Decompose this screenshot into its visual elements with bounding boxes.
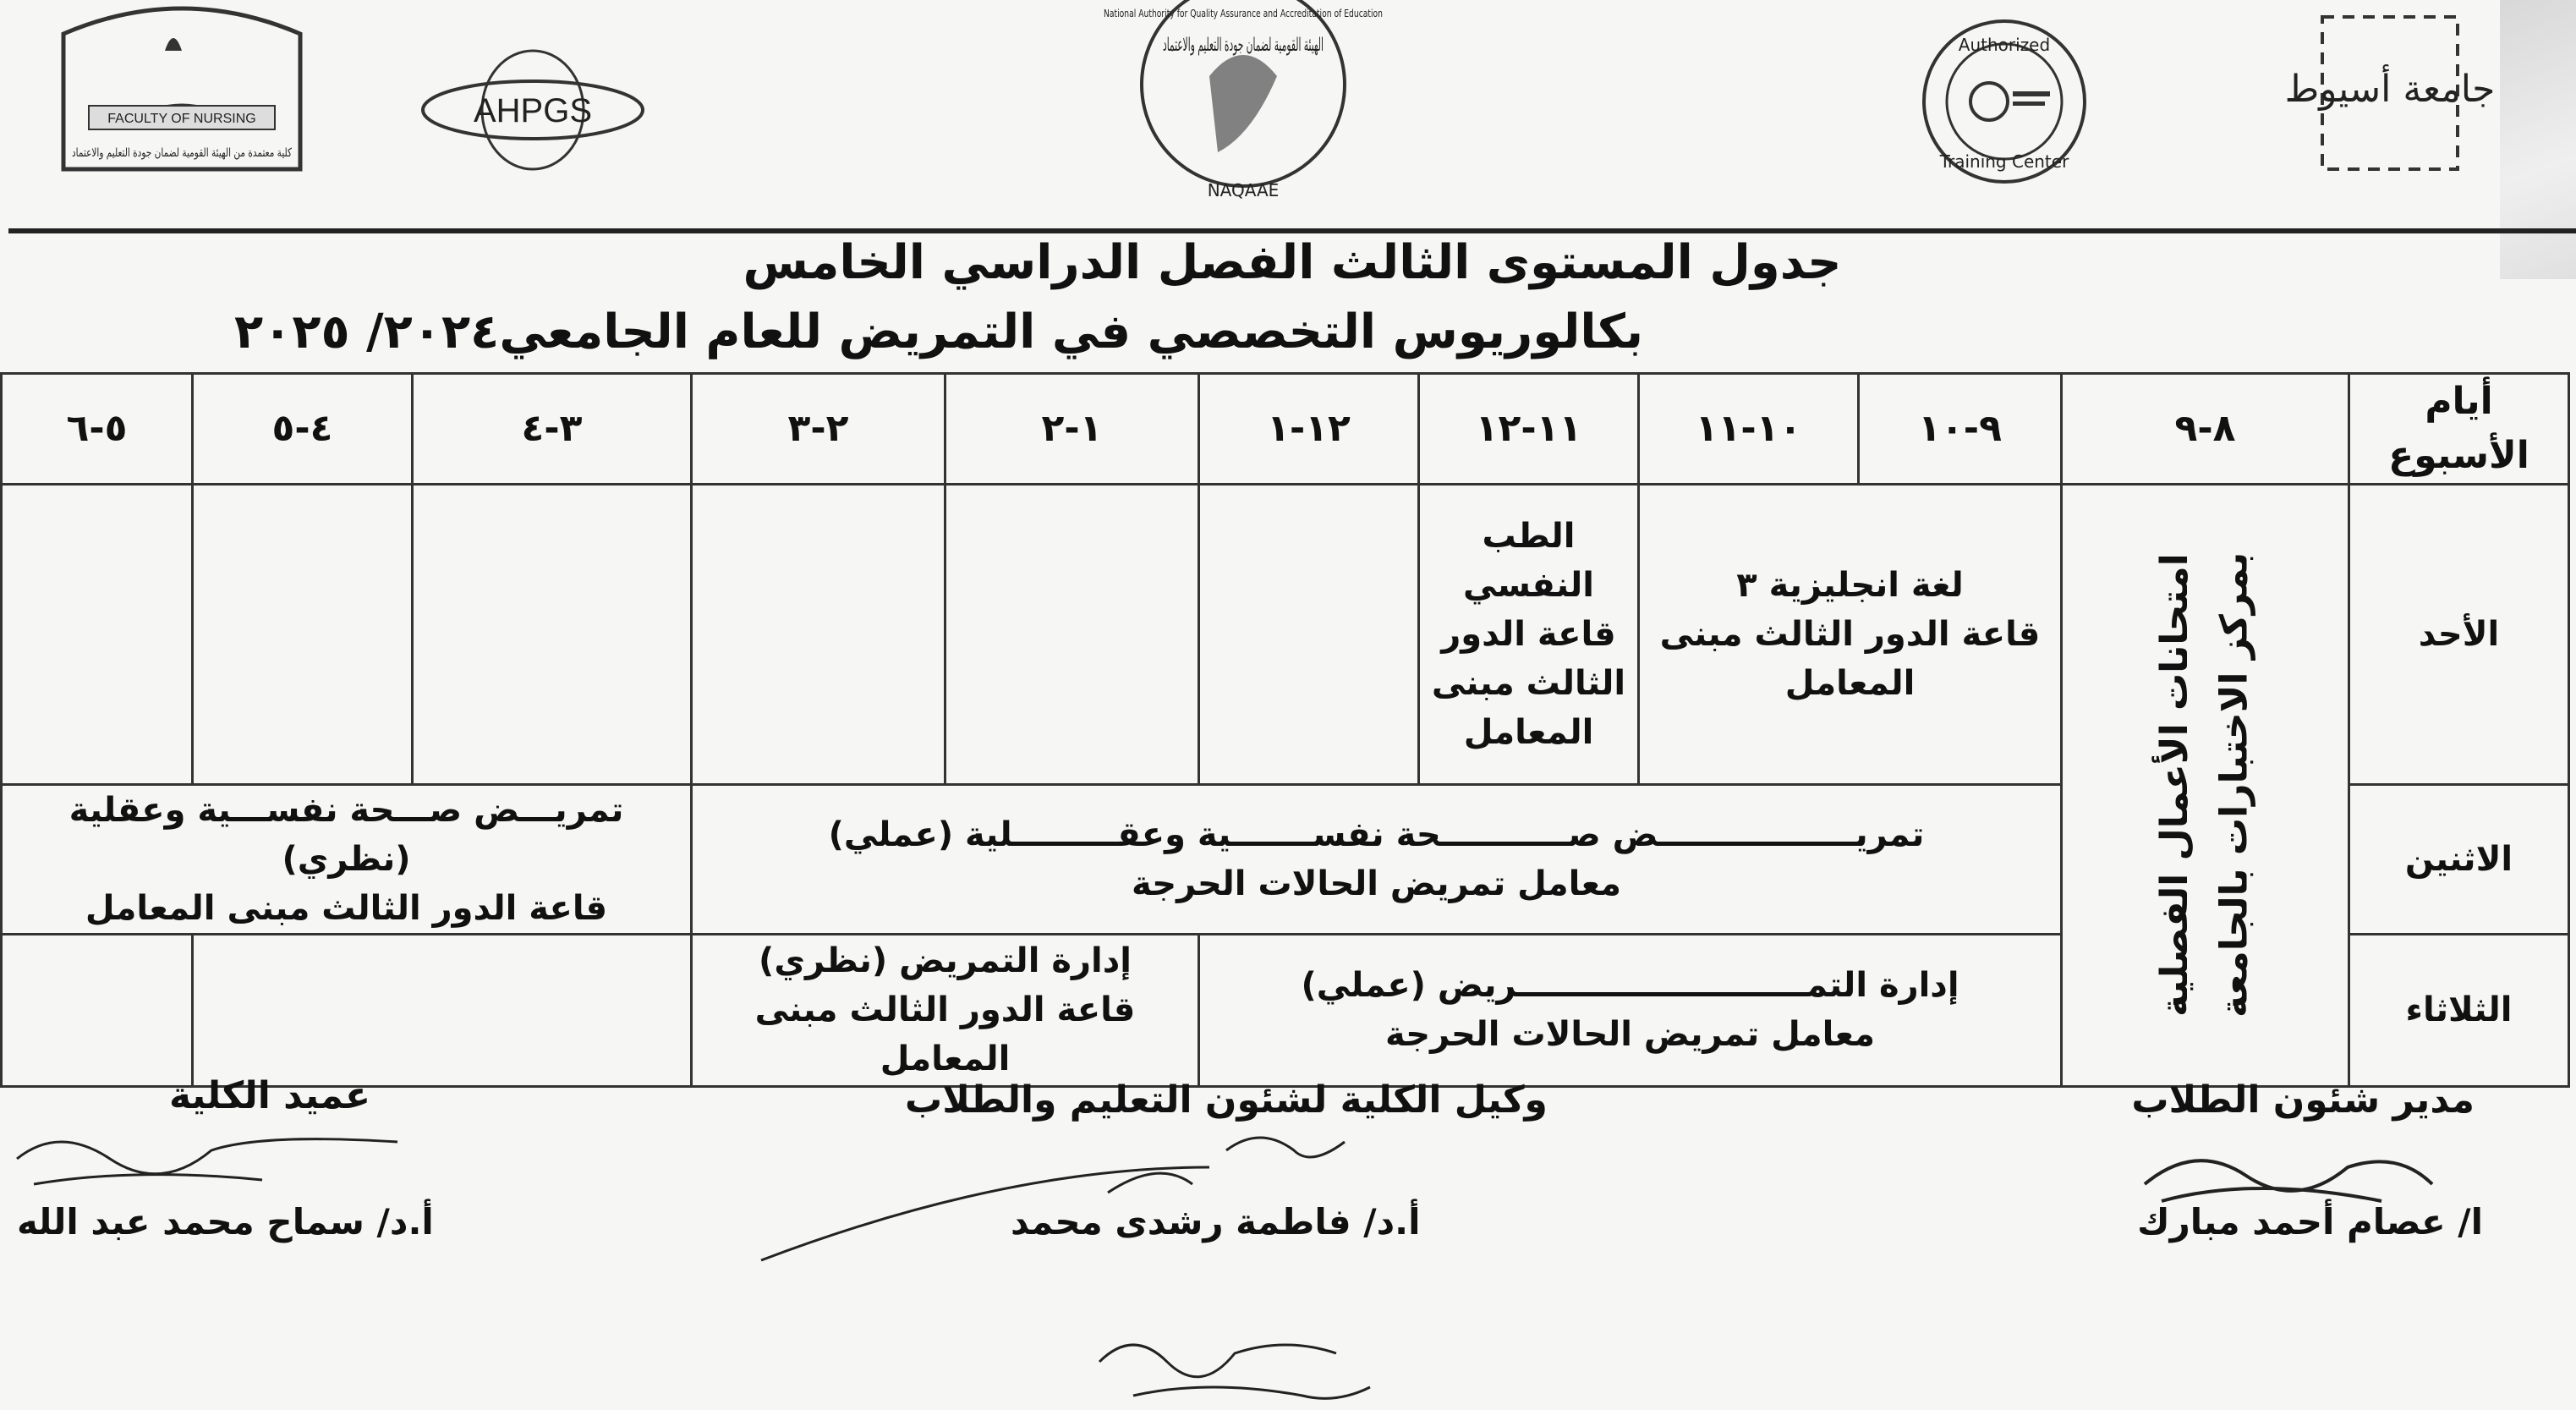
psych-title: الطب النفسي: [1462, 516, 1595, 605]
naqaae-arabic: الهيئة القومية لضمان جودة التعليم والاعتماد: [1163, 35, 1324, 56]
ahpgs-logo: [406, 34, 660, 178]
empty-cell: [2, 934, 193, 1086]
english-building: المعامل: [1784, 663, 1916, 703]
management-practical: [1199, 934, 2062, 1086]
management-practical-room: معامل تمريض الحالات الحرجة: [1384, 1015, 1875, 1055]
slot-header: ١٠-١١: [1639, 374, 1859, 485]
sunday-row: [2, 484, 2569, 784]
management-theory-title: إدارة التمريض (نظري): [759, 941, 1132, 981]
slot-header: ٩-١٠: [1859, 374, 2062, 485]
empty-cell: [193, 934, 692, 1086]
mental-health-practical: [692, 784, 2062, 934]
english-room: قاعة الدور الثالث مبنى: [1659, 614, 2041, 654]
schedule-table: [0, 372, 2570, 1088]
university-logo-text: جامعة أسيوط: [2284, 68, 2496, 111]
affairs-name: ا/ عصام أحمد مبارك: [2137, 1201, 2483, 1243]
exam-note: امتحانات الأعمال الفصلية بمركز الاختبارات بالجامعة: [2153, 552, 2256, 1018]
empty-cell: [413, 484, 692, 784]
naqaae-abbr: NAQAAE: [1207, 180, 1280, 200]
mental-health-theory: [2, 784, 692, 934]
day-tuesday: الثلاثاء: [2349, 934, 2569, 1086]
psych-building: المعامل: [1463, 712, 1594, 752]
affairs-title: مدير شئون الطلاب: [2131, 1078, 2475, 1122]
faculty-logo: [55, 0, 309, 182]
mental-theory-title: تمريـــض صـــحة نفســـية وعقلية (نظري): [69, 790, 624, 879]
header-row: [2, 374, 2569, 485]
english-title: لغة انجليزية ٣: [1736, 565, 1964, 605]
slot-header: ٨-٩: [2062, 374, 2349, 485]
psych-floor: الثالث مبنى: [1431, 663, 1626, 703]
psych-class: [1419, 484, 1639, 784]
slot-header: ٣-٤: [413, 374, 692, 485]
slot-header: ١-٢: [945, 374, 1199, 485]
dean-name: أ.د/ سماح محمد عبد الله: [17, 1201, 434, 1243]
exam-note-cell: [2062, 484, 2349, 1086]
empty-cell: [2, 484, 193, 784]
empty-cell: [193, 484, 413, 784]
day-monday: الاثنين: [2349, 784, 2569, 934]
empty-cell: [945, 484, 1199, 784]
affairs-signature: [2128, 1125, 2449, 1218]
schedule-subtitle: بكالوريوس التخصصي في التمريض للعام الجامعي٢٠٢٤/ ٢٠٢٥: [233, 304, 1644, 359]
aha-line2: Training Center: [1939, 151, 2069, 172]
vice-dean-title: وكيل الكلية لشئون التعليم والطلاب: [905, 1078, 1548, 1122]
mental-theory-room: قاعة الدور الثالث مبنى المعامل: [85, 888, 608, 928]
slot-header: ١١-١٢: [1419, 374, 1639, 485]
slot-header: ١٢-١: [1199, 374, 1419, 485]
management-practical-title: إدارة التمـــــــــــــــــــــــــريض (عملي): [1301, 966, 1959, 1006]
ahpgs-text: AHPGS: [473, 92, 593, 129]
slot-header: ٤-٥: [193, 374, 413, 485]
empty-cell: [1199, 484, 1419, 784]
aha-line1: Authorized: [1958, 35, 2051, 55]
aha-training-center-logo: [1894, 17, 2114, 186]
english-class: [1639, 484, 2062, 784]
dean-title: عميد الكلية: [169, 1074, 371, 1117]
schedule-title: جدول المستوى الثالث الفصل الدراسي الخامس: [743, 235, 1842, 290]
management-theory-room: قاعة الدور الثالث مبنى المعامل: [754, 990, 1136, 1079]
empty-cell: [692, 484, 945, 784]
faculty-motto: كلية معتمدة من الهيئة القومية لضمان جودة التعليم والاعتماد: [72, 146, 293, 160]
vice-dean-signature: [753, 1116, 1362, 1269]
handwritten-note: [1082, 1294, 1438, 1410]
naqaae-logo: [1082, 0, 1404, 211]
naqaae-english: National Authority for Quality Assurance and Accreditation of Education: [1104, 8, 1383, 19]
slot-header: ٥-٦: [2, 374, 193, 485]
slot-header: ٢-٣: [692, 374, 945, 485]
vice-dean-name: أ.د/ فاطمة رشدى محمد: [1011, 1201, 1421, 1243]
faculty-name: FACULTY OF NURSING: [107, 112, 256, 126]
psych-room: قاعة الدور: [1441, 614, 1616, 654]
header-divider: [8, 228, 2576, 233]
management-theory: [692, 934, 1199, 1086]
days-header: أيام الأسبوع: [2349, 374, 2569, 485]
day-sunday: الأحد: [2349, 484, 2569, 784]
dean-signature: [8, 1108, 414, 1210]
university-logo: [2284, 8, 2496, 178]
mental-practical-room: معامل تمريض الحالات الحرجة: [1131, 864, 1621, 903]
mental-practical-title: تمريـــــــــــــــــض صـــــــــــحة نفســـــــية وعقـــــــــلية (عملي): [828, 815, 1925, 854]
